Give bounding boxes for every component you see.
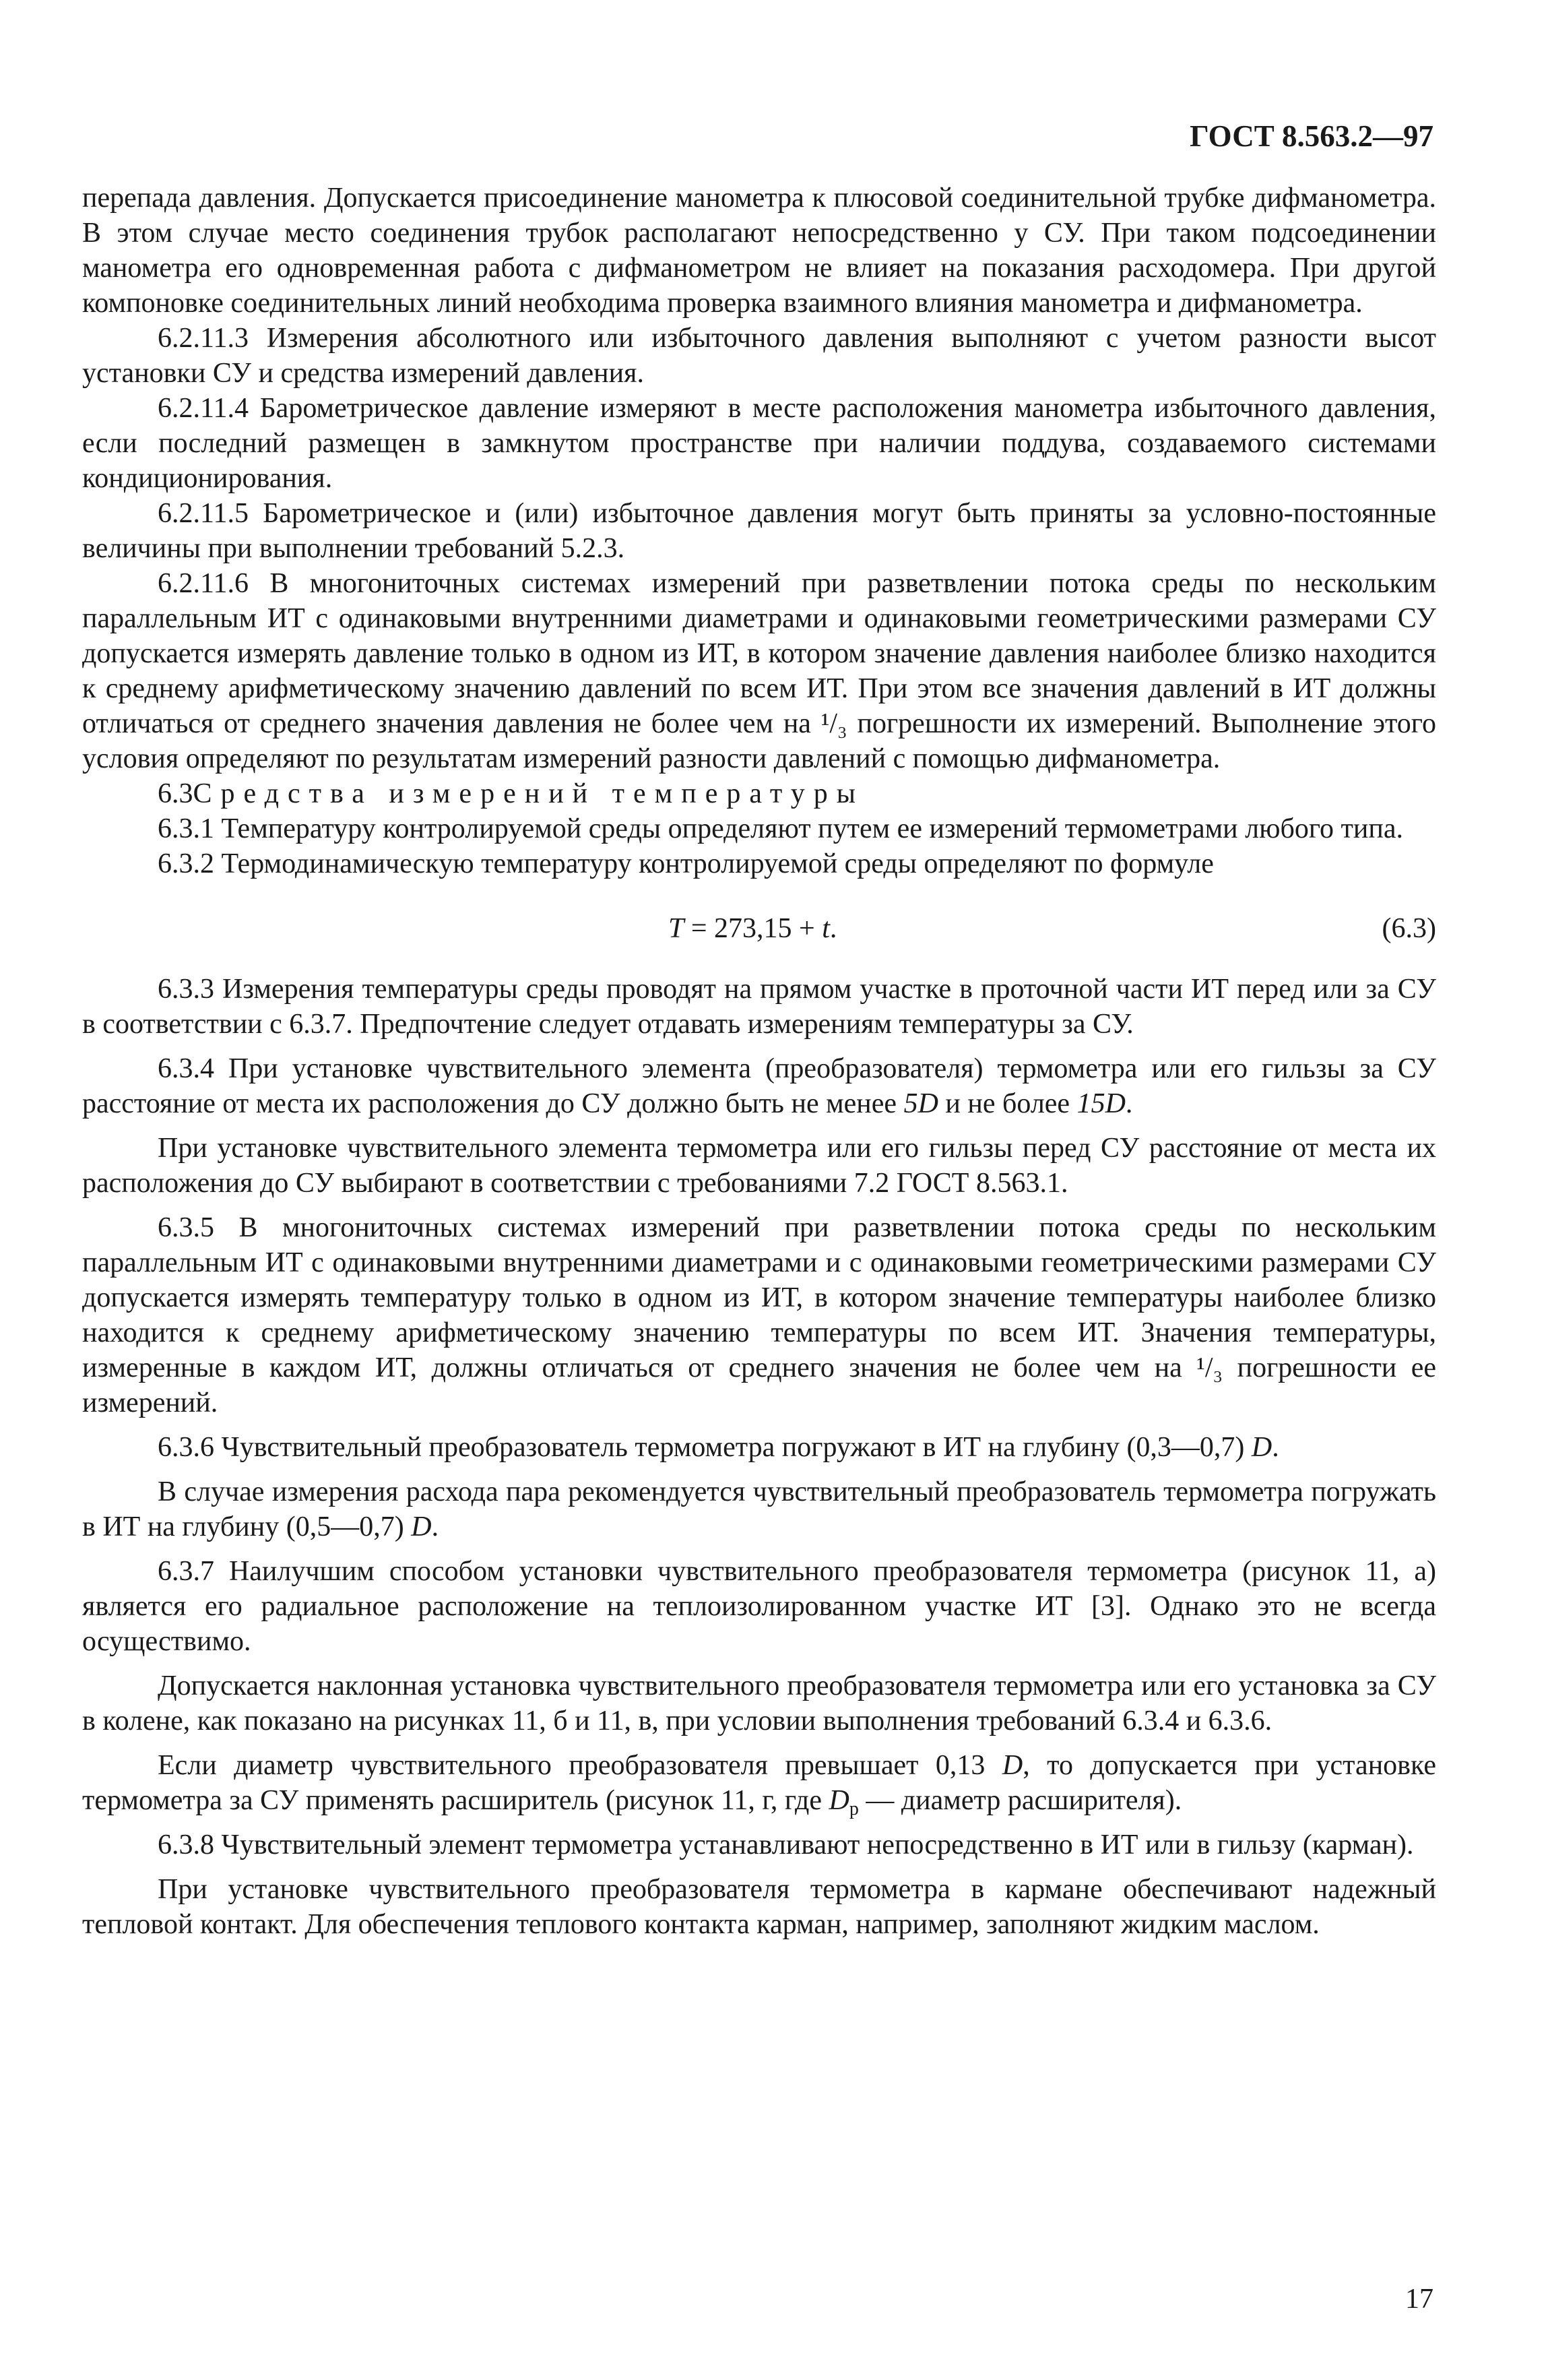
section-heading-6-3 (82, 776, 1436, 811)
paragraph-6-3-8: 6.3.8 Чувствительный элемент термометра устанавливают непосредственно в ИТ или в гильзу (карман). (158, 1829, 1414, 1860)
paragraph-6-2-11-4: 6.2.11.4 Барометрическое давление измеряют в месте расположения манометра избыточного давления, если последний размещен в замкнутом пространстве при наличии поддува, создаваемого системами кондиционирования. (82, 393, 1436, 494)
document-header: ГОСТ 8.563.2—97 (1190, 119, 1433, 153)
page-number: 17 (1405, 2284, 1433, 2315)
text-run: В случае измерения расхода пара рекомендуется чувствительный преобразователь термометра погружать в ИТ на глубину (0,5—0,7) (82, 1476, 1436, 1542)
paragraph-6-3-1: 6.3.1 Температуру контролируемой среды определяют путем ее измерений термометрами любого типа. (158, 813, 1403, 844)
text-run: 6.3.4 При установке чувствительного элемента (преобразователя) термометра или его гильзы за СУ расстояние от места их расположения до СУ должно быть не менее (82, 1053, 1436, 1119)
formula-lhs: T (668, 913, 684, 944)
paragraph-6-3-2: 6.3.2 Термодинамическую температуру контролируемой среды определяют по формуле (158, 848, 1214, 879)
paragraph-6-3-5: 6.3.5 В многониточных системах измерений при разветвлении потока среды по нескольким параллельным ИТ с одинаковыми внутренними диаметрами и с одинаковыми геометрическими размерами СУ допускается измерять температуру только в одном из ИТ, в котором значение температуры наиболее близко находится к среднему арифметическому значению температуры по всем ИТ. Значения температуры, измеренные в каждом ИТ, должны отличаться от среднего значения не более чем на ¹/₃ погрешности ее измерений. (82, 1212, 1436, 1418)
text-run: Если диаметр чувствительного преобразователя превышает 0,13 (158, 1750, 1002, 1781)
symbol-d: D (411, 1511, 432, 1542)
section-title: Средства измерений температуры (193, 778, 864, 809)
text-run: и не более (938, 1088, 1077, 1119)
text-run: . (1125, 1088, 1133, 1119)
text-run: 6.3.6 Чувствительный преобразователь термометра погружают в ИТ на глубину (0,3—0,7) (158, 1432, 1252, 1463)
paragraph-6-3-4 (82, 1051, 1436, 1121)
symbol-15d: 15D (1076, 1088, 1126, 1119)
formula-var: t (822, 913, 830, 944)
formula-end: . (829, 913, 837, 944)
symbol-dp-subscript: р (849, 1798, 859, 1819)
formula-rhs: = 273,15 + (684, 913, 823, 944)
symbol-d: D (1002, 1750, 1023, 1781)
paragraph-6-3-7-cont: Допускается наклонная установка чувствительного преобразователя термометра или его установка за СУ в колене, как показано на рисунках 11, б и 11, в, при условии выполнения требований 6.3.4 и 6.3.6. (82, 1670, 1436, 1736)
formula-expression (668, 911, 837, 946)
paragraph-continuation: перепада давления. Допускается присоединение манометра к плюсовой соединительной трубке дифманометра. В этом случае место соединения трубок располагают непосредственно у СУ. При таком подсоединении манометра его одновременная работа с дифманометром не влияет на показания расходомера. При другой компоновке соединительных линий необходима проверка взаимного влияния манометра и дифманометра. (82, 183, 1436, 319)
paragraph-6-3-6-cont: В случае измерения расхода пара рекомендуется чувствительный преобразователь термометра погружать в ИТ на глубину (0,5—0,7) D. (82, 1476, 1436, 1542)
paragraph-6-3-8-cont: При установке чувствительного преобразователя термометра в кармане обеспечивают надежный тепловой контакт. Для обеспечения теплового контакта карман, например, заполняют жидким маслом. (82, 1874, 1436, 1940)
document-body (82, 181, 1436, 1942)
paragraph-6-2-11-5: 6.2.11.5 Барометрическое и (или) избыточное давления могут быть приняты за условно-постоянные величины при выполнении требований 5.2.3. (82, 498, 1436, 564)
formula-number: (6.3) (1382, 913, 1436, 944)
symbol-5d: 5D (903, 1088, 938, 1119)
paragraph-6-2-11-3: 6.2.11.3 Измерения абсолютного или избыточного давления выполняют с учетом разности высот установки СУ и средства измерений давления. (82, 323, 1436, 389)
symbol-dp: D (829, 1785, 849, 1816)
paragraph-6-3-7-cont2 (82, 1748, 1436, 1818)
paragraph-6-2-11-6: 6.2.11.6 В многониточных системах измерений при разветвлении потока среды по нескольким параллельным ИТ с одинаковыми внутренними диаметрами и одинаковыми геометрическими размерами СУ допускается измерять давление только в одном из ИТ, в котором значение давления наиболее близко находится к среднему арифметическому значению давлений по всем ИТ. При этом все значения давлений в ИТ должны отличаться от среднего значения давления не более чем на ¹/₃ погрешности их измерений. Выполнение этого условия определяют по результатам измерений разности давлений с помощью дифманометра. (82, 568, 1436, 774)
formula-6-3 (82, 907, 1436, 951)
paragraph-6-3-4-cont: При установке чувствительного элемента термометра или его гильзы перед СУ расстояние от места их расположения до СУ выбирают в соответствии с требованиями 7.2 ГОСТ 8.563.1. (82, 1133, 1436, 1199)
paragraph-6-3-7: 6.3.7 Наилучшим способом установки чувствительного преобразователя термометра (рисунок 11, а) является его радиальное расположение на теплоизолированном участке ИТ [3]. Однако это не всегда осуществимо. (82, 1556, 1436, 1657)
text-run: , то допускается при установке термометра за СУ применять расширитель (рисунок 11, г, где (82, 1750, 1436, 1816)
section-number: 6.3 (158, 778, 193, 809)
paragraph-6-3-6: 6.3.6 Чувствительный преобразователь термометра погружают в ИТ на глубину (0,3—0,7) D. (158, 1432, 1279, 1463)
paragraph-6-3-3: 6.3.3 Измерения температуры среды проводят на прямом участке в проточной части ИТ перед или за СУ в соответствии с 6.3.7. Предпочтение следует отдавать измерениям температуры за СУ. (82, 974, 1436, 1040)
symbol-d: D (1251, 1432, 1272, 1463)
text-run: — диаметр расширителя). (858, 1785, 1182, 1816)
